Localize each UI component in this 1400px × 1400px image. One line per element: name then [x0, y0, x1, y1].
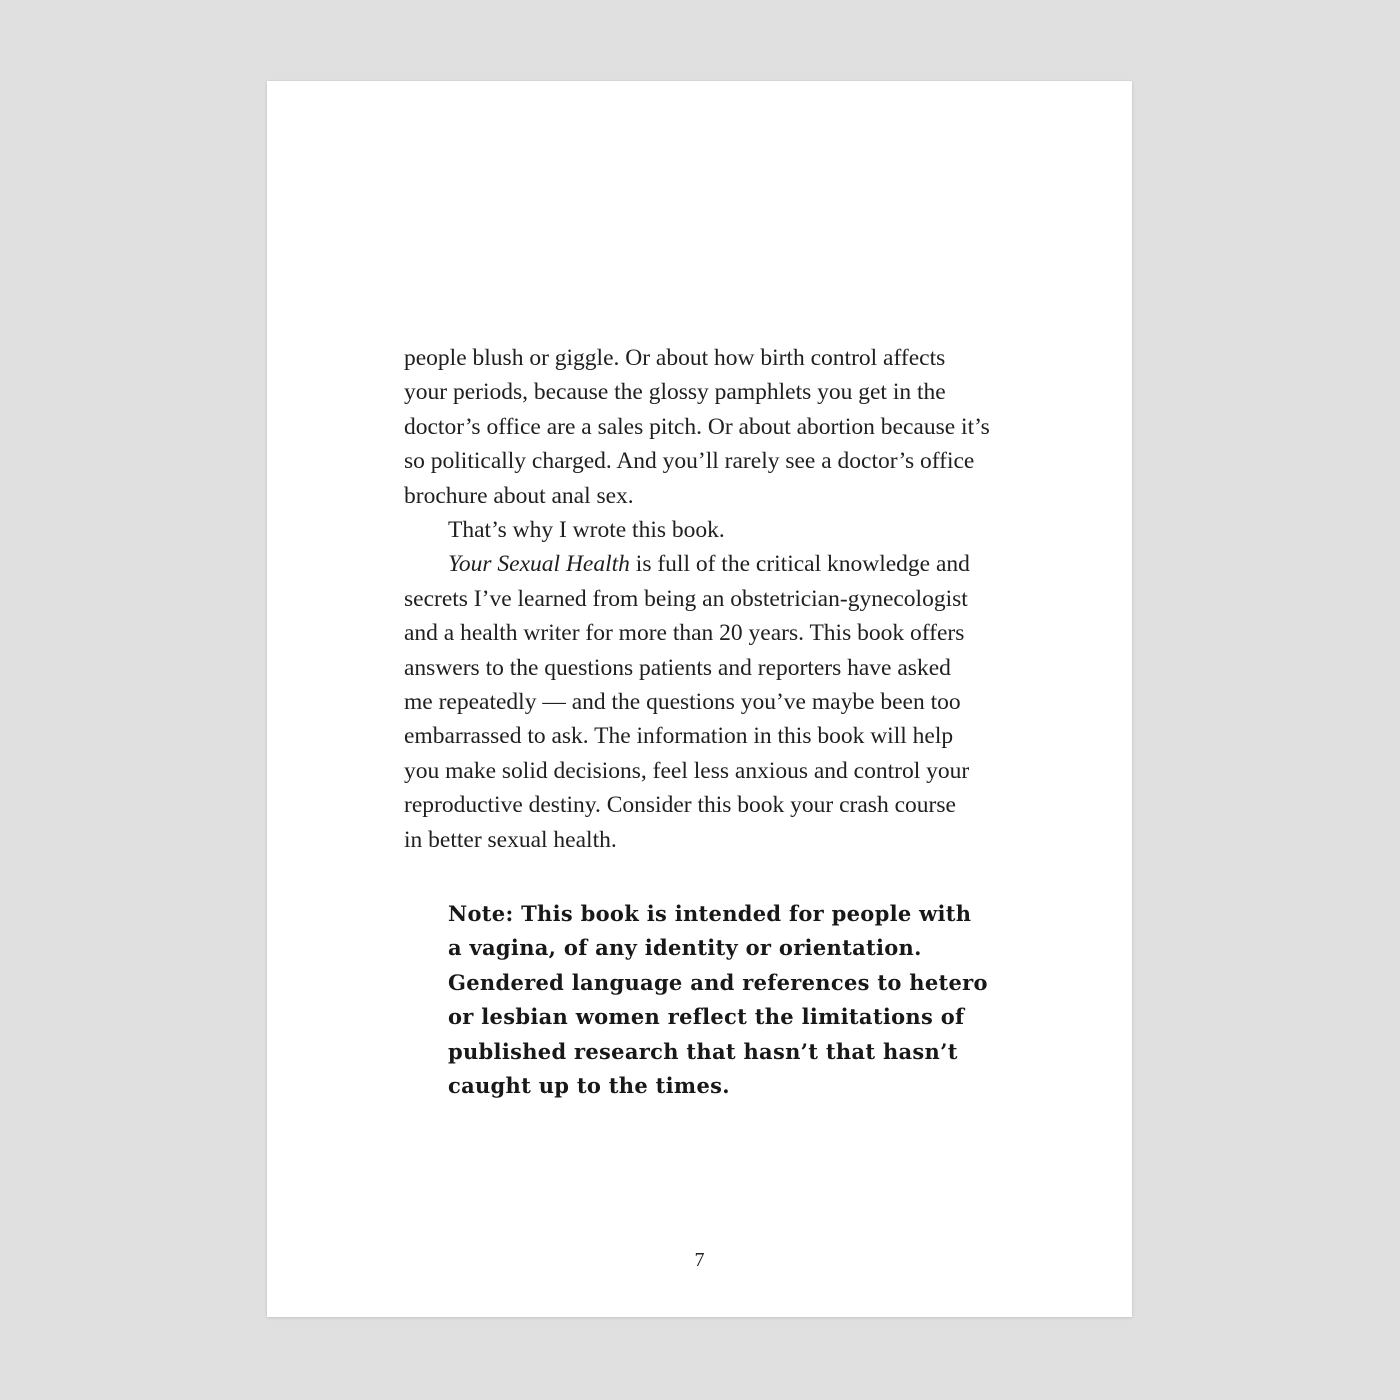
note-line: published research that hasn’t that hasn’t [448, 1038, 958, 1064]
body-line: me repeatedly — and the questions you’ve maybe been too [404, 689, 961, 716]
body-line: secrets I’ve learned from being an obstetrician-gynecologist [404, 585, 968, 612]
body-line: and a health writer for more than 20 years. This book offers [404, 620, 965, 647]
note-line: caught up to the times. [448, 1073, 730, 1099]
book-page [267, 81, 1132, 1317]
note-line: or lesbian women reflect the limitations of [448, 1004, 965, 1030]
body-line: brochure about anal sex. [404, 482, 634, 509]
body-line-text: is full of the critical knowledge and [629, 551, 970, 578]
note-line: Gendered language and references to hetero [448, 969, 988, 995]
body-line: reproductive destiny. Consider this book your crash course [404, 792, 956, 819]
body-line: embarrassed to ask. The information in this book will help [404, 723, 954, 750]
body-line: in better sexual health. [404, 826, 617, 853]
note-block [448, 897, 988, 1103]
body-line: answers to the questions patients and reporters have asked [404, 654, 951, 681]
book-title-italic: Your Sexual Health [448, 551, 630, 578]
body-line: doctor’s office are a sales pitch. Or about abortion because it’s [404, 413, 990, 440]
note-line: a vagina, of any identity or orientation. [448, 935, 922, 961]
body-line: so politically charged. And you’ll rarely see a doctor’s office [404, 448, 975, 475]
body-line: people blush or giggle. Or about how birth control affects [404, 345, 946, 371]
body-text [404, 341, 1014, 857]
body-line: you make solid decisions, feel less anxious and control your [404, 757, 970, 784]
body-line [404, 547, 1014, 581]
body-line: That’s why I wrote this book. [448, 517, 725, 544]
body-line: your periods, because the glossy pamphlets you get in the [404, 379, 946, 406]
note-line: Note: This book is intended for people with [448, 901, 972, 926]
page-number: 7 [694, 1249, 705, 1271]
